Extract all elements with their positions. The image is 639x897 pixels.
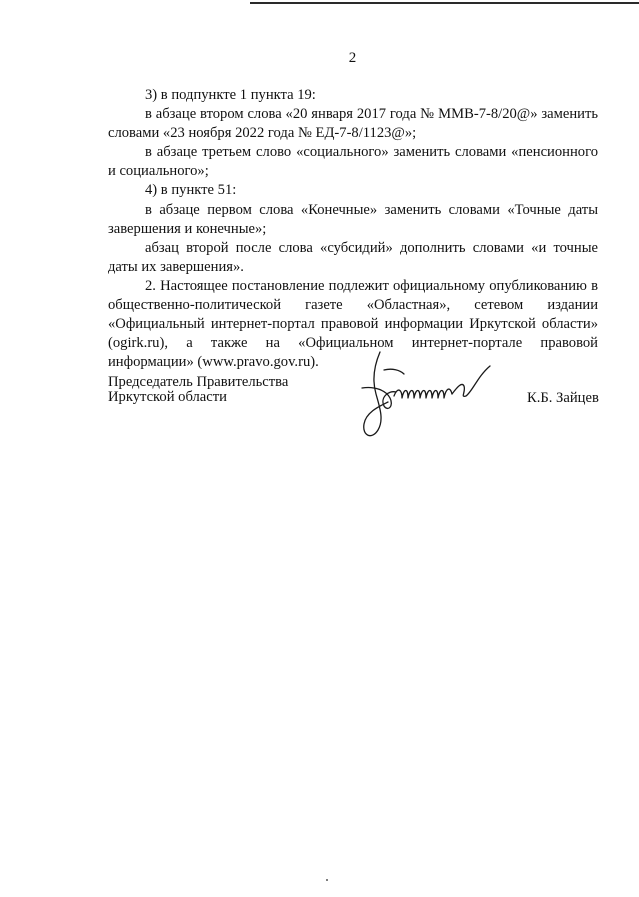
- signatory-name: К.Б. Зайцев: [527, 390, 599, 406]
- paragraph-1: 3) в подпункте 1 пункта 19:: [145, 87, 316, 103]
- handwritten-signature: [354, 346, 504, 446]
- paragraph-7: 2. Настоящее постановление подлежит официальному опубликованию в общественно-политической газете «Областная», сетевом издании «Официальный интернет-портал правовой информации Иркутской области» (ogirk.ru), а также на «Официальном интернет-портале правовой информации» (www.pravo.gov.ru).: [108, 277, 598, 371]
- paragraph-2: в абзаце втором слова «20 января 2017 года № ММВ-7-8/20@» заменить словами «23 ноября 2022 года № ЕД-7-8/1123@»;: [108, 106, 598, 142]
- top-rule: [250, 2, 639, 4]
- signatory-title-line2: Иркутской области: [108, 389, 227, 405]
- paragraph-4: 4) в пункте 51:: [145, 182, 237, 199]
- signatory-title-line1: Председатель Правительства: [108, 374, 289, 390]
- paragraph-6: абзац второй после слова «субсидий» дополнить словами «и точные даты их завершения».: [108, 239, 598, 275]
- paragraph-3: в абзаце третьем слово «социального» заменить словами «пенсионного и социального»;: [108, 144, 598, 180]
- document-body: [108, 86, 598, 372]
- scan-dot: [326, 879, 328, 881]
- paragraph-5: в абзаце первом слова «Конечные» заменить словами «Точные даты завершения и конечные»;: [108, 201, 598, 237]
- page-number: 2: [348, 50, 357, 66]
